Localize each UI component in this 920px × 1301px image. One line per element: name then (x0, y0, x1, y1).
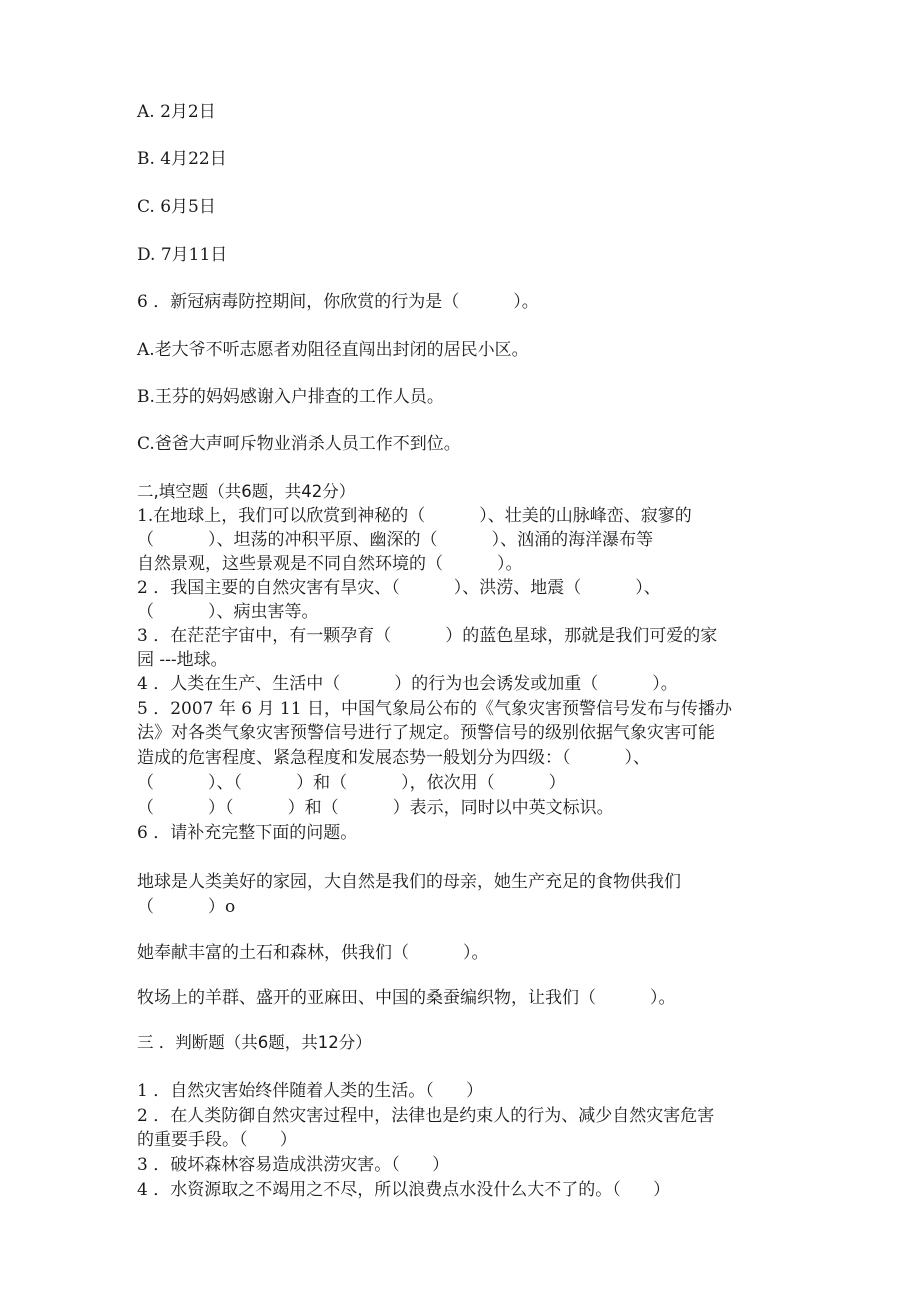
fill-line: 2 ．我国主要的自然灾害有旱灾、（ ）、洪涝、地震（ ）、 (137, 578, 661, 598)
fill-paragraph-2: 她奉献丰富的土石和森林，供我们（ ）。 (137, 943, 489, 963)
fill-line: 法》对各类气象灾害预警信号进行了规定。预警信号的级别依据气象灾害可能 (137, 723, 715, 743)
judge-line: 的重要手段。（ ） (137, 1130, 297, 1150)
option-d: D. 7月11日 (137, 245, 228, 265)
question-6-option-a: A.老大爷不听志愿者劝阻径直闯出封闭的居民小区。 (137, 340, 529, 360)
section-fill-title: 二,填空题（共6题，共42分） (137, 482, 356, 501)
fill-line: （ ）（ ）和（ ）表示，同时以中英文标识。 (137, 798, 614, 818)
fill-line: 3 ．在茫茫宇宙中，有一颗孕育（ ）的蓝色星球，那就是我们可爱的家 (137, 626, 718, 646)
question-6-option-c: C.爸爸大声呵斥物业消杀人员工作不到位。 (137, 434, 461, 454)
fill-line: 4 ．人类在生产、生活中（ ）的行为也会诱发或加重（ ）。 (137, 674, 678, 694)
fill-paragraph-3: 牧场上的羊群、盛开的亚麻田、中国的桑蚕编织物，让我们（ ）。 (137, 988, 676, 1008)
option-a: A. 2月2日 (137, 102, 216, 122)
fill-line: 自然景观，这些景观是不同自然环境的（ ）。 (137, 554, 523, 574)
option-b: B. 4月22日 (137, 149, 227, 169)
fill-line: （ ）、病虫害等。 (137, 602, 319, 622)
fill-paragraph-1: 地球是人类美好的家园，大自然是我们的母亲，她生产充足的食物供我们 (137, 872, 681, 892)
judge-line: 1 ．自然灾害始终伴随着人类的生活。（ ） (137, 1081, 484, 1101)
question-6-option-b: B.王芬的妈妈感谢入户排查的工作人员。 (137, 387, 444, 407)
judge-line: 2 ．在人类防御自然灾害过程中，法律也是约束人的行为、减少自然灾害危害 (137, 1106, 715, 1126)
fill-paragraph-1: （ ）o (137, 897, 236, 917)
section-judge-title: 三 ．判断题（共6题，共12分） (137, 1033, 372, 1052)
fill-line: 6 ．请补充完整下面的问题。 (137, 823, 358, 843)
judge-line: 4 ．水资源取之不竭用之不尽，所以浪费点水没什么大不了的。（ ） (137, 1180, 671, 1200)
fill-line: 园 ---地球。 (137, 650, 228, 670)
question-6-stem: 6 ．新冠病毒防控期间，你欣赏的行为是（ ）。 (137, 292, 539, 312)
fill-line: 5 ．2007 年 6 月 11 日，中国气象局公布的《气象灾害预警信号发布与传播办 (137, 699, 732, 719)
fill-line: （ ）、（ ）和（ ），依次用（ ） (137, 773, 566, 793)
option-c: C. 6月5日 (137, 197, 216, 217)
fill-line: 造成的危害程度、紧急程度和发展态势一般划分为四级：（ ）、 (137, 748, 651, 768)
fill-line: 1.在地球上，我们可以欣赏到神秘的（ ）、壮美的山脉峰峦、寂寥的 (137, 506, 692, 526)
judge-line: 3 ．破坏森林容易造成洪涝灾害。（ ） (137, 1155, 450, 1175)
fill-line: （ ）、坦荡的冲积平原、幽深的（ ）、汹涌的海洋瀑布等 (137, 530, 654, 550)
